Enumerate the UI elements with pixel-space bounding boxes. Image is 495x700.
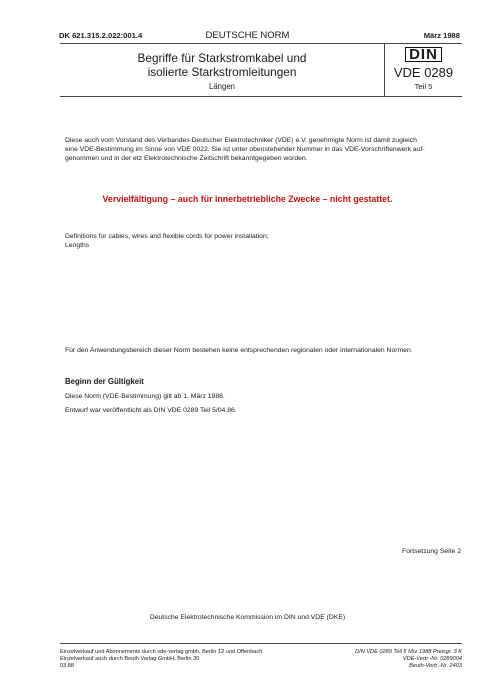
din-logo-text: DIN [405, 47, 442, 62]
intro-line-3: genommen und in der etz Elektrotechnische Zeitschrift bekanntgegeben worden. [65, 155, 308, 162]
document-classification: DK 621.315.2.022:001.4 [59, 31, 143, 40]
validity-text: Diese Norm (VDE-Bestimmung) gilt ab 1. März 1988. [65, 393, 225, 400]
english-title-line-2: Lengths [65, 242, 90, 249]
copy-notice: Vervielfältigung – auch für innerbetriebliche Zwecke – nicht gestattet. [102, 194, 393, 204]
footer-left-line-3: 03.88 [60, 663, 74, 669]
continuation-note: Fortsetzung Seite 2 [402, 548, 461, 555]
subtitle: Längen [208, 82, 236, 91]
english-title-line-1: Definitions for cables, wires and flexible cords for power installation; [65, 233, 269, 240]
footer-left [60, 649, 262, 670]
standard-number: VDE 0289 [393, 65, 454, 80]
standard-part: Teil 5 [414, 82, 433, 91]
footer-divider [60, 643, 462, 644]
footer-left-line-2: Einzelverkauf auch durch Beuth Verlag GmbH, Berlin 30 [60, 656, 200, 662]
title-line-2: isolierte Starkstromleitungen [147, 65, 297, 79]
intro-paragraph [65, 136, 463, 163]
din-logo [385, 47, 462, 62]
commission-name: Deutsche Elektrotechnische Kommission im DIN und VDE (DKE) [149, 614, 346, 621]
english-title [65, 232, 463, 250]
norm-label: DEUTSCHE NORM [205, 30, 290, 41]
issue-date: März 1988 [423, 31, 460, 40]
footer-right-line-3: Beuth-Vertr.-Nr. 2403 [409, 663, 462, 669]
title-block [60, 43, 462, 97]
footer-left-line-1: Einzelverkauf und Abonnements durch vde-verlag gmbh, Berlin 12 und Offenbach [60, 649, 263, 655]
footer-right [355, 649, 462, 670]
footer-right-line-2: VDE-Vertr.-Nr. 0289004 [402, 656, 462, 662]
footer-right-line-1: DIN VDE 0289 Teil 5 Mrz 1988 Preisgr. 3 K [355, 649, 462, 655]
validity-heading: Beginn der Gültigkeit [65, 377, 144, 386]
title-line-1: Begriffe für Starkstromkabel und [137, 51, 307, 65]
intro-line-2: eine VDE-Bestimmung im Sinne von VDE 0022. Sie ist unter obenstehender Nummer in das VDE-Vorschriftenwerk auf- [65, 146, 425, 153]
regional-note: Für den Anwendungsbereich dieser Norm bestehen keine entsprechenden regionalen oder internationalen Normen. [65, 347, 413, 354]
draft-text: Entwurf war veröffentlicht als DIN VDE 0289 Teil 5/04.86. [65, 407, 237, 414]
intro-line-1: Diese auch vom Vorstand des Verbandes Deutscher Elektrotechniker (VDE) e.V. genehmigte Norm ist damit zugleich [65, 137, 417, 144]
